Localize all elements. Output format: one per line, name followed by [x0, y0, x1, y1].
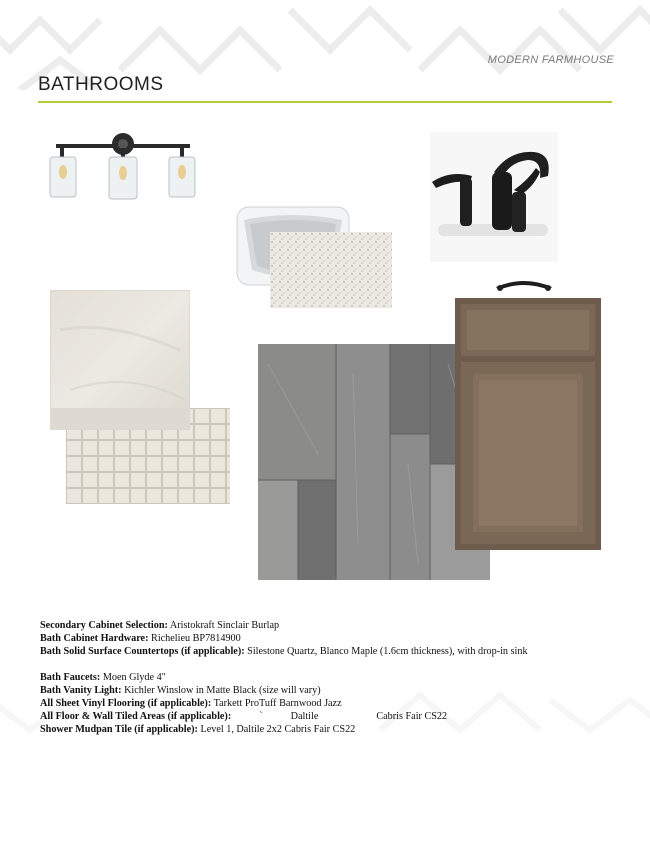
title-divider	[38, 101, 612, 103]
spec-vanity-light: Bath Vanity Light: Kichler Winslow in Matte Black (size will vary)	[40, 685, 321, 696]
spec-hardware: Bath Cabinet Hardware: Richelieu BP7814900	[40, 633, 241, 644]
spec-vinyl: All Sheet Vinyl Flooring (if applicable): Tarkett ProTuff Barnwood Jazz	[40, 698, 342, 709]
faucet-image	[430, 132, 558, 262]
page-title: BATHROOMS	[38, 74, 164, 95]
cabinet-door-image	[455, 298, 601, 550]
spec-faucets: Bath Faucets: Moen Glyde 4"	[40, 672, 166, 683]
spec-countertops: Bath Solid Surface Countertops (if applicable): Silestone Quartz, Blanco Maple (1.6cm thickness), with drop-in sink	[40, 646, 528, 657]
brand-label: MODERN FARMHOUSE	[487, 54, 614, 66]
spec-list	[40, 619, 620, 736]
spec-cabinet: Secondary Cabinet Selection: Aristokraft Sinclair Burlap	[40, 620, 280, 631]
spec-tiled: All Floor & Wall Tiled Areas (if applicable): ` Daltile Cabris Fair CS22	[40, 711, 448, 722]
spec-mudpan: Shower Mudpan Tile (if applicable): Level 1, Daltile 2x2 Cabris Fair CS22	[40, 724, 356, 735]
spec-gap	[40, 658, 620, 671]
wall-tile-overlap	[50, 408, 190, 430]
countertop-swatch-image	[270, 232, 392, 308]
vanity-light-image	[48, 130, 198, 200]
cabinet-pull-image	[494, 275, 554, 293]
